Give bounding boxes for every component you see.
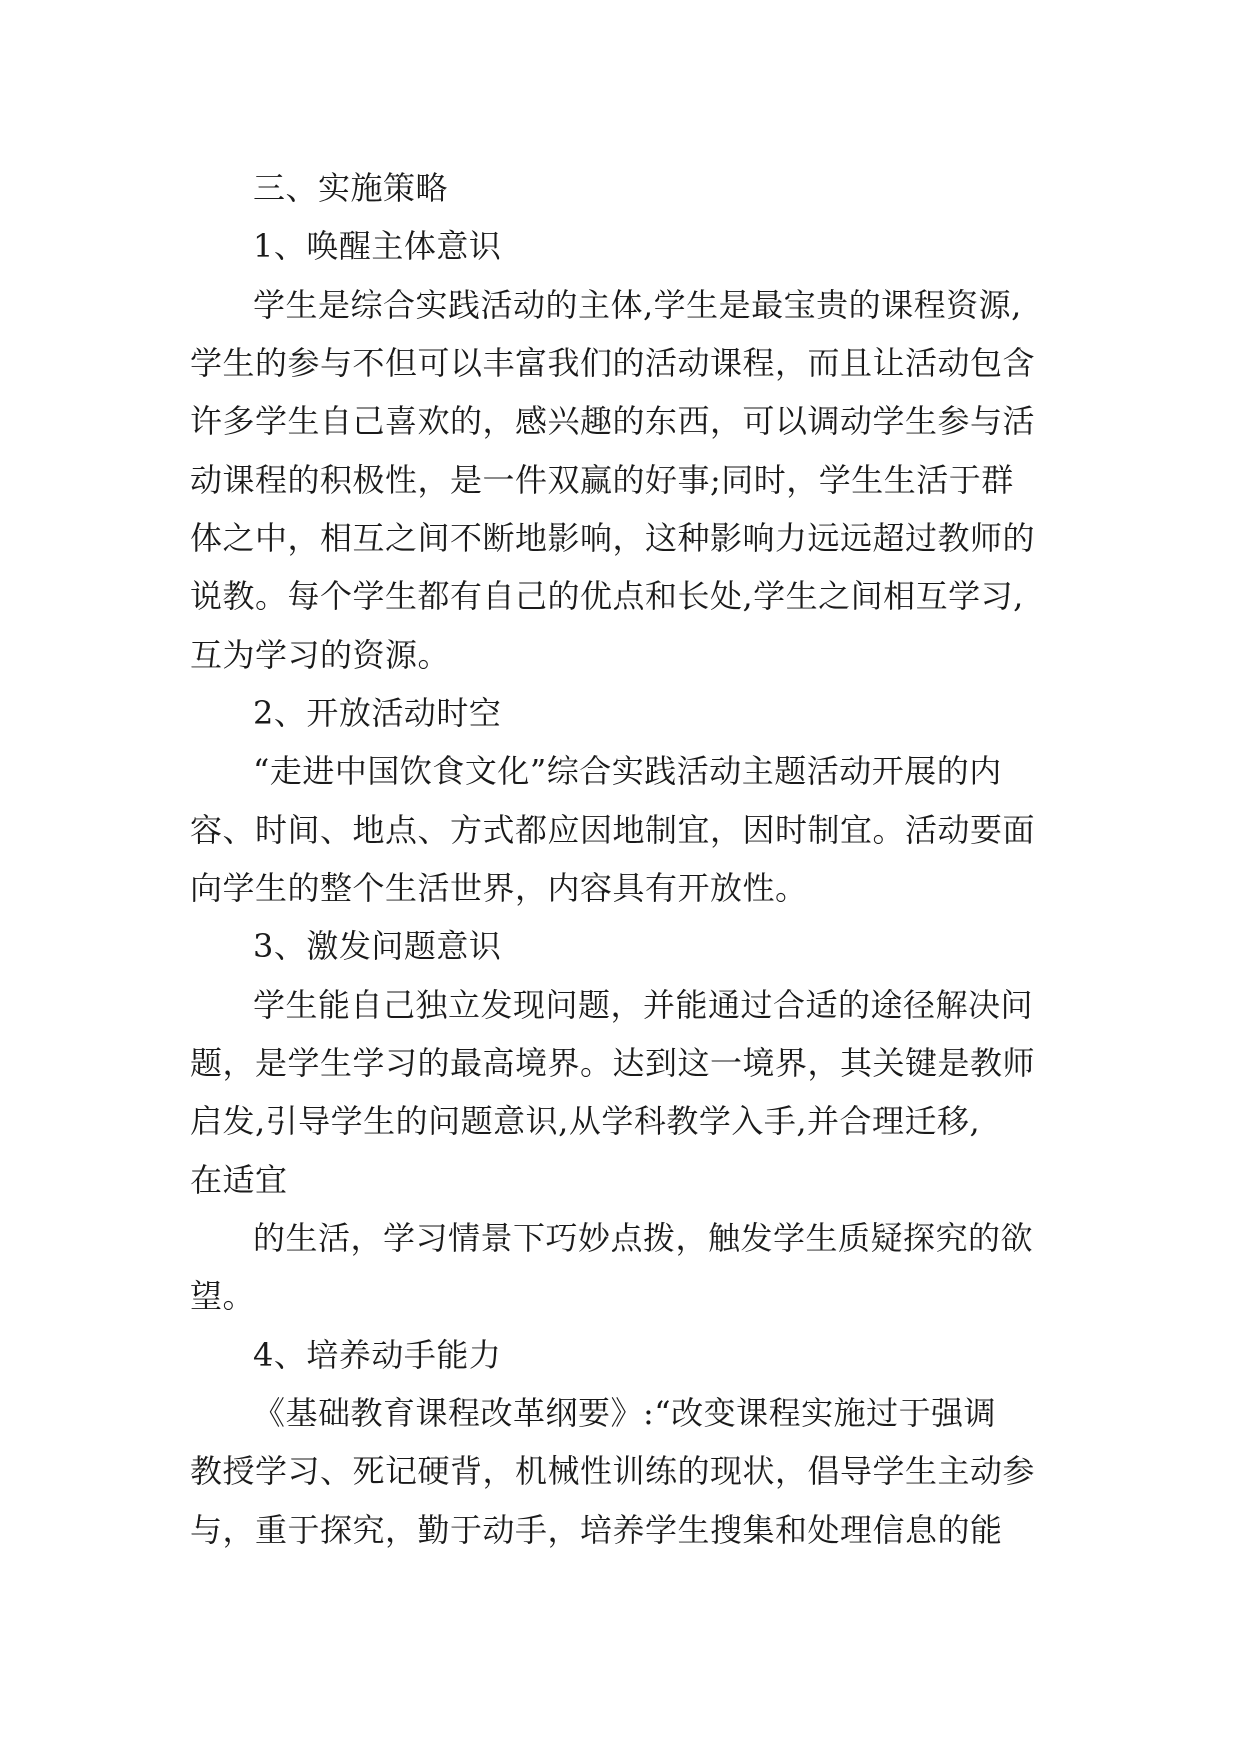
paragraph-line: 与，重于探究，勤于动手，培养学生搜集和处理信息的能 [190,1511,1003,1549]
paragraph-line: 学生是综合实践活动的主体,学生是最宝贵的课程资源, [253,286,1022,324]
paragraph-line: 体之中，相互之间不断地影响，这种影响力远远超过教师的 [190,519,1036,557]
paragraph-line: 启发,引导学生的问题意识,从学科教学入手,并合理迁移, [190,1102,981,1140]
subheading-2: 2、开放活动时空 [253,694,502,732]
paragraph-line: 说教。每个学生都有自己的优点和长处,学生之间相互学习, [190,577,1024,615]
paragraph-line: 题，是学生学习的最高境界。达到这一境界，其关键是教师 [190,1044,1036,1082]
subheading-4: 4、培养动手能力 [253,1336,502,1374]
paragraph-line: 许多学生自己喜欢的，感兴趣的东西，可以调动学生参与活 [190,402,1036,440]
section-heading: 三、实施策略 [253,169,449,207]
paragraph-line: 教授学习、死记硬背，机械性训练的现状，倡导学生主动参 [190,1452,1036,1490]
paragraph-line: 学生能自己独立发现问题，并能通过合适的途径解决问 [253,986,1034,1024]
paragraph-line: 容、时间、地点、方式都应因地制宜，因时制宜。活动要面 [190,811,1036,849]
paragraph-line: “走进中国饮食文化”综合实践活动主题活动开展的内 [253,752,1002,790]
paragraph-line: 学生的参与不但可以丰富我们的活动课程，而且让活动包含 [190,344,1036,382]
paragraph-line: 互为学习的资源。 [190,636,451,674]
paragraph-line: 《基础教育课程改革纲要》:“改变课程实施过于强调 [253,1394,997,1432]
paragraph-line: 动课程的积极性，是一件双赢的好事;同时，学生生活于群 [190,461,1014,499]
subheading-1: 1、唤醒主体意识 [253,227,502,265]
paragraph-line: 向学生的整个生活世界，内容具有开放性。 [190,869,808,907]
subheading-3: 3、激发问题意识 [253,927,502,965]
paragraph-line: 望。 [190,1277,256,1315]
paragraph-line: 的生活，学习情景下巧妙点拨，触发学生质疑探究的欲 [253,1219,1034,1257]
paragraph-line: 在适宜 [190,1161,288,1199]
